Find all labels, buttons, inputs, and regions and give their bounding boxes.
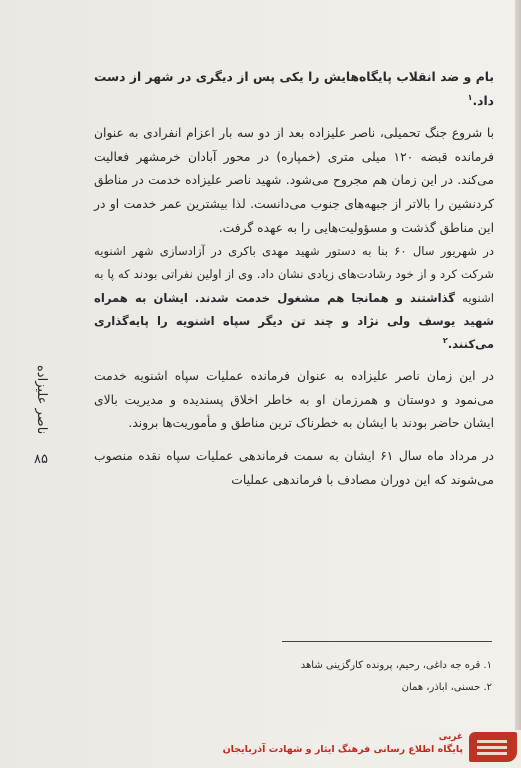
body-text [94, 66, 494, 492]
footnote-ref-2: ۲ [442, 336, 448, 346]
quote-light-text: در شهریور سال ۶۰ بنا به دستور شهید مهدی باکری در آزادسازی شهر اشنویه شرکت کرد و از خود رشادت‌های زیادی نشان داد. وی از اولین نفراتی بودند که پا به اشنویه [94, 244, 494, 305]
footnotes [250, 655, 492, 699]
footnote-divider [282, 641, 492, 642]
watermark-line-2: پایگاه اطلاع رسانی فرهنگ ایثار و شهادت آذربایجان [222, 744, 463, 755]
watermark-logo [222, 730, 521, 768]
seal-icon [469, 732, 517, 762]
page-number: ۸۵ [34, 452, 48, 467]
paragraph-2: با شروع جنگ تحمیلی، ناصر علیزاده بعد از دو سه بار اعزام انفرادی به عنوان فرمانده قبضه ۱۲۰ میلی متری (خمپاره) در محور آبادان خرمشهر فعالیت می‌کند. در این زمان هم مجروح می‌شود. شهید ناصر علیزاده خدمت در مناطق کردنشین را بالاتر از جبهه‌های جنوب می‌دانست. لذا بیشترین عمر خدمت او در این مناطق گذشت و مسؤولیت‌هایی را به عهده گرفت. [94, 126, 494, 235]
quote-block [94, 240, 494, 356]
running-title: ناصر علیزاده [34, 365, 49, 435]
page-spine [515, 0, 521, 768]
quote-bold-text: گذاشتند و همانجا هم مشغول خدمت شدند. ایشان به همراه شهید یوسف ولی نژاد و چند تن دیگر سپاه اشنویه را پایه‌گذاری می‌کنند. [94, 290, 494, 351]
footnote-1: ۱. قره جه داغی، رحیم، پرونده کارگزینی شاهد [300, 660, 492, 671]
paragraph-3: در این زمان ناصر علیزاده به عنوان فرمانده عملیات سپاه اشنویه خدمت می‌نمود و دوستان و همرزمان او به خاطر اخلاق پسندیده و مدیریت بالای ایشان حاضر بودند با ایشان به خطرناک ترین مناطق و مأموریت‌ها بروند. [94, 369, 494, 431]
watermark-line-1: غربی [438, 732, 463, 742]
paragraph-1: بام و ضد انقلاب پایگاه‌هایش را یکی پس از دیگری در شهر از دست داد.$^۱$ [94, 70, 494, 108]
footnote-2: ۲. حسنی، اباذر، همان [401, 682, 492, 693]
paragraph-4: در مرداد ماه سال ۶۱ ایشان به سمت فرماندهی عملیات سپاه نقده منصوب می‌شوند که این دوران مصادف با فرماندهی عملیات [94, 448, 494, 487]
footnote-ref-1: ۱ [467, 92, 473, 102]
